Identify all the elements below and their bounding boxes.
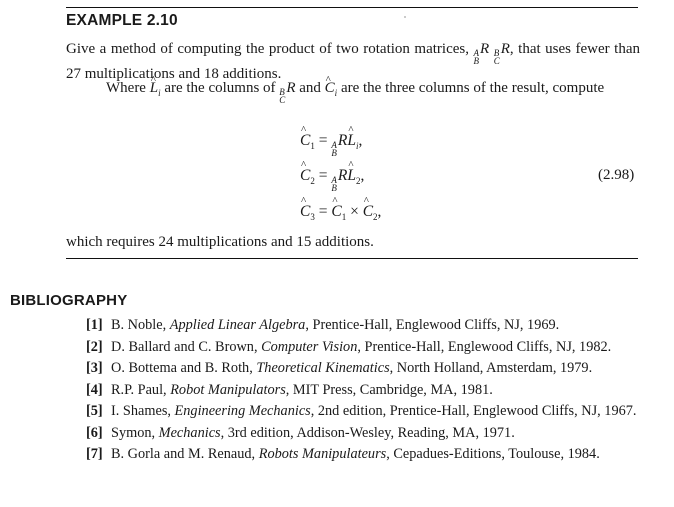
reference-number: [6] [86,424,103,441]
reference-authors: Symon, [111,424,159,441]
equation-3: C $\^{}_3 = C$ $\^{}_1 \times C$ $\^{}_2$, [300,203,381,222]
reference-title: Robot Manipulators [170,381,286,398]
question-text-2: , that uses fewer than 27 multiplications and 18 additions. [66,41,641,82]
equation-number: (2.98) [598,167,635,183]
example-question: Give a method of computing the product of two rotation matrices, A B R B C R, that uses fewer than 27 multiplications and 18 additions. [66,41,641,82]
reference-item [86,425,642,443]
reference-item [86,446,642,464]
instr-text-1: Where [106,80,146,96]
bibliography-heading: BIBLIOGRAPHY [10,292,128,309]
equation-2: C $\^{}_2$ = A B RL $\^{}_2$, [300,167,364,192]
reference-number: [3] [86,360,103,376]
reference-authors: B. Gorla and M. Renaud, [111,446,259,462]
reference-number: [7] [86,446,103,462]
example-heading: EXAMPLE 2.10 [66,12,178,29]
reference-authors: O. Bottema and B. Roth, [111,360,257,376]
reference-title: Robots Manipulateurs [258,446,387,462]
reference-publisher: , 3rd edition, Addison-Wesley, Reading, MA, 1971. [220,424,515,441]
example-instructions: Where L $\^{}_i$ are the columns of B C R and C $\^{}_i$ are the three columns of the result, compute [66,79,674,104]
example-closing: which requires 24 multiplications and 15 additions. [66,234,374,250]
reference-publisher: , MIT Press, Cambridge, MA, 1981. [285,381,493,398]
instr-text-2: are the columns of [164,80,276,96]
speck [404,16,406,18]
reference-title: Computer Vision [261,338,358,355]
reference-publisher: , North Holland, Amsterdam, 1979. [389,360,593,376]
instr-text-3: and [299,80,321,96]
reference-publisher: , Cepadues-Editions, Toulouse, 1984. [386,446,600,462]
reference-title: Theoretical Kinematics [256,360,390,376]
reference-number: [1] [86,317,103,333]
reference-title: Mechanics [158,424,221,441]
equation-block [0,132,674,228]
reference-publisher: , Prentice-Hall, Englewood Cliffs, NJ, 1982. [357,338,612,355]
top-rule [66,7,638,8]
bottom-rule [66,258,638,259]
reference-authors: B. Noble, [111,317,170,333]
reference-number: [2] [86,338,103,355]
reference-item [86,403,642,421]
reference-item [86,339,642,357]
reference-publisher: , 2nd edition, Prentice-Hall, Englewood Cliffs, NJ, 1967. [310,403,637,419]
instr-text-4: are the three columns of the result, compute [340,80,605,96]
question-text-1: Give a method of computing the product of two rotation matrices, [66,41,469,57]
reference-publisher: , Prentice-Hall, Englewood Cliffs, NJ, 1969. [305,317,560,333]
reference-authors: I. Shames, [111,403,175,419]
reference-item [86,317,642,335]
reference-list [86,317,642,468]
reference-authors: D. Ballard and C. Brown, [111,338,262,355]
reference-authors: R.P. Paul, [111,381,171,398]
reference-number: [4] [86,381,103,398]
reference-title: Applied Linear Algebra [169,317,306,333]
equation-1: C $\^{}_1$ = A B RL $\^{}_i$, [300,132,362,157]
reference-item [86,382,642,400]
reference-title: Engineering Mechanics [174,403,311,419]
reference-item [86,360,642,378]
reference-number: [5] [86,403,103,419]
